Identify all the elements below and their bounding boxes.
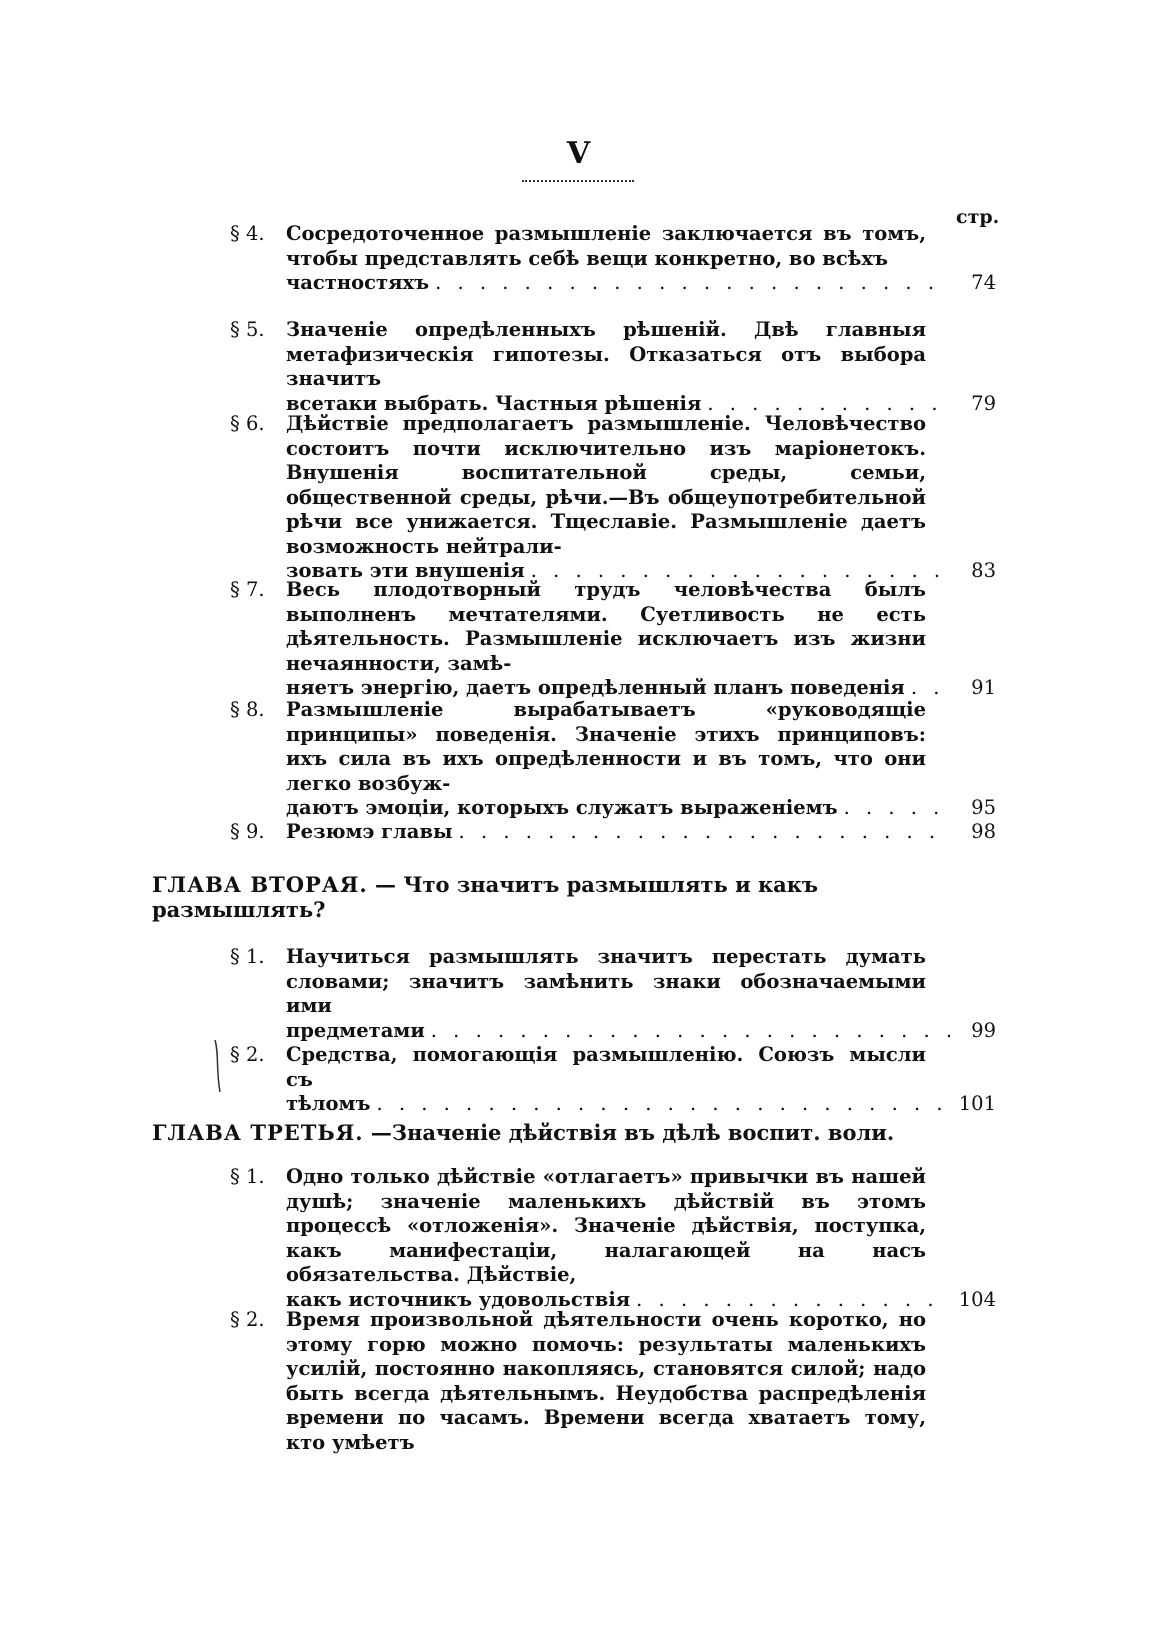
section-number: § 8.	[230, 698, 265, 721]
section-number: § 9.	[230, 820, 265, 843]
section-number: § 5.	[230, 318, 265, 341]
section-number: § 1.	[230, 945, 265, 968]
page-number: V	[566, 136, 591, 171]
section-last-text: тѣломъ	[286, 1092, 371, 1115]
section-page: 91	[971, 676, 996, 699]
section-page: 95	[971, 796, 996, 819]
section-number: § 1.	[230, 1165, 265, 1188]
section-last-line	[286, 796, 996, 821]
section-text: Время произвольной дѣятельности очень коротко, но этому горю можно помочь: результаты маленькихъ усилій, постоянно накопляясь, становятся силой; надо быть всегда дѣятельнымъ. Неудобства распредѣленія времени по часамъ. Времени всегда хватаетъ тому, кто умѣетъ	[286, 1308, 926, 1454]
section-number: § 2.	[230, 1043, 265, 1066]
toc-entry	[230, 222, 1000, 296]
section-last-line	[286, 820, 996, 845]
section-number: § 6.	[230, 412, 265, 435]
page-column-header: стр.	[956, 206, 1000, 228]
chapter-title: —Значеніе дѣйствія въ дѣлѣ воспит. воли.	[370, 1120, 895, 1145]
section-last-line	[286, 271, 996, 296]
toc-entry	[230, 578, 1000, 701]
section-last-text: даютъ эмоціи, которыхъ служатъ выраженіемъ	[286, 796, 838, 819]
toc-entry	[230, 1043, 1000, 1117]
chapter-heading	[152, 1120, 912, 1145]
section-page: 104	[958, 1287, 996, 1311]
toc-entry	[230, 945, 1000, 1043]
margin-pencil-mark	[213, 1040, 223, 1092]
section-text: Средства, помогающія размышленію. Союзъ мысли съ	[286, 1043, 926, 1091]
toc-entry	[230, 820, 1000, 845]
toc-entry	[230, 1308, 1000, 1455]
section-text: Сосредоточенное размышленіе заключается въ томъ, чтобы представлять себѣ вещи конкретно, во всѣхъ	[286, 222, 926, 270]
section-text: Весь плодотворный трудъ человѣчества былъ выполненъ мечтателями. Суетливость не есть дѣятельность. Размышленіе исключаетъ изъ жизни нечаянности, замѣ-	[286, 578, 926, 675]
section-text: Размышленіе вырабатываетъ «руководящіе принципы» поведенія. Значеніе этихъ принциповъ: ихъ сила въ ихъ опредѣленности и въ томъ, что они легко возбуж-	[286, 698, 926, 795]
section-page: 79	[971, 391, 996, 415]
section-last-text: предметами	[286, 1018, 425, 1042]
section-number: § 2.	[230, 1308, 265, 1331]
section-number: § 4.	[230, 222, 265, 245]
toc-entry	[230, 698, 1000, 821]
section-text: Значеніе опредѣленныхъ рѣшеній. Двѣ главныя метафизическія гипотезы. Отказаться отъ выбора значитъ	[286, 318, 926, 390]
dot-leader	[459, 820, 950, 845]
toc-entry	[230, 1165, 1000, 1312]
section-last-line	[286, 1092, 996, 1117]
section-last-text: частностяхъ	[286, 271, 430, 294]
section-page: 98	[971, 820, 996, 843]
section-last-line	[286, 1019, 996, 1044]
section-page: 74	[971, 271, 996, 294]
dot-leader	[376, 1092, 950, 1117]
toc-entry	[230, 318, 1000, 416]
section-text: Дѣйствіе предполагаетъ размышленіе. Человѣчество состоитъ почти исключительно изъ маріонетокъ. Внушенія воспитательной среды, семьи, общественной среды, рѣчи.—Въ общеупотребительной рѣчи все унижается. Тщеславіе. Размышленіе даетъ возможность нейтрали-	[286, 412, 926, 558]
dot-leader	[431, 1019, 950, 1044]
chapter-label: ГЛАВА ТРЕТЬЯ.	[152, 1120, 364, 1145]
section-last-text: зовать эти внушенія	[286, 559, 525, 582]
section-last-text: Резюмэ главы	[286, 820, 453, 843]
dot-leader	[435, 271, 950, 296]
dot-leader	[844, 796, 950, 821]
section-page: 99	[971, 1018, 996, 1042]
section-last-text: какъ источникъ удовольствія	[286, 1287, 631, 1311]
section-last-text: няетъ энергію, даетъ опредѣленный планъ поведенія	[286, 676, 905, 699]
section-text: Одно только дѣйствіе «отлагаетъ» привычки въ нашей душѣ; значеніе маленькихъ дѣйствій въ этомъ процессѣ «отложенія». Значеніе дѣйствія, поступка, какъ манифестаціи, налагающей на насъ обязательства. Дѣйствіе,	[286, 1165, 926, 1286]
section-page: 101	[958, 1092, 996, 1115]
header-rule	[522, 180, 634, 182]
section-number: § 7.	[230, 578, 265, 601]
chapter-label: ГЛАВА ВТОРАЯ.	[152, 872, 368, 897]
toc-entry	[230, 412, 1000, 584]
dot-leader	[911, 676, 950, 701]
section-page: 83	[971, 559, 996, 582]
section-text: Научиться размышлять значитъ перестать думать словами; значитъ замѣнить знаки обозначаемыми ими	[286, 945, 926, 1017]
section-last-text: всетаки выбрать. Частныя рѣшенія	[286, 391, 702, 415]
chapter-title: — Что значитъ размышлять и какъ размышлять?	[152, 872, 819, 922]
chapter-heading	[152, 872, 912, 922]
section-last-line	[286, 676, 996, 701]
